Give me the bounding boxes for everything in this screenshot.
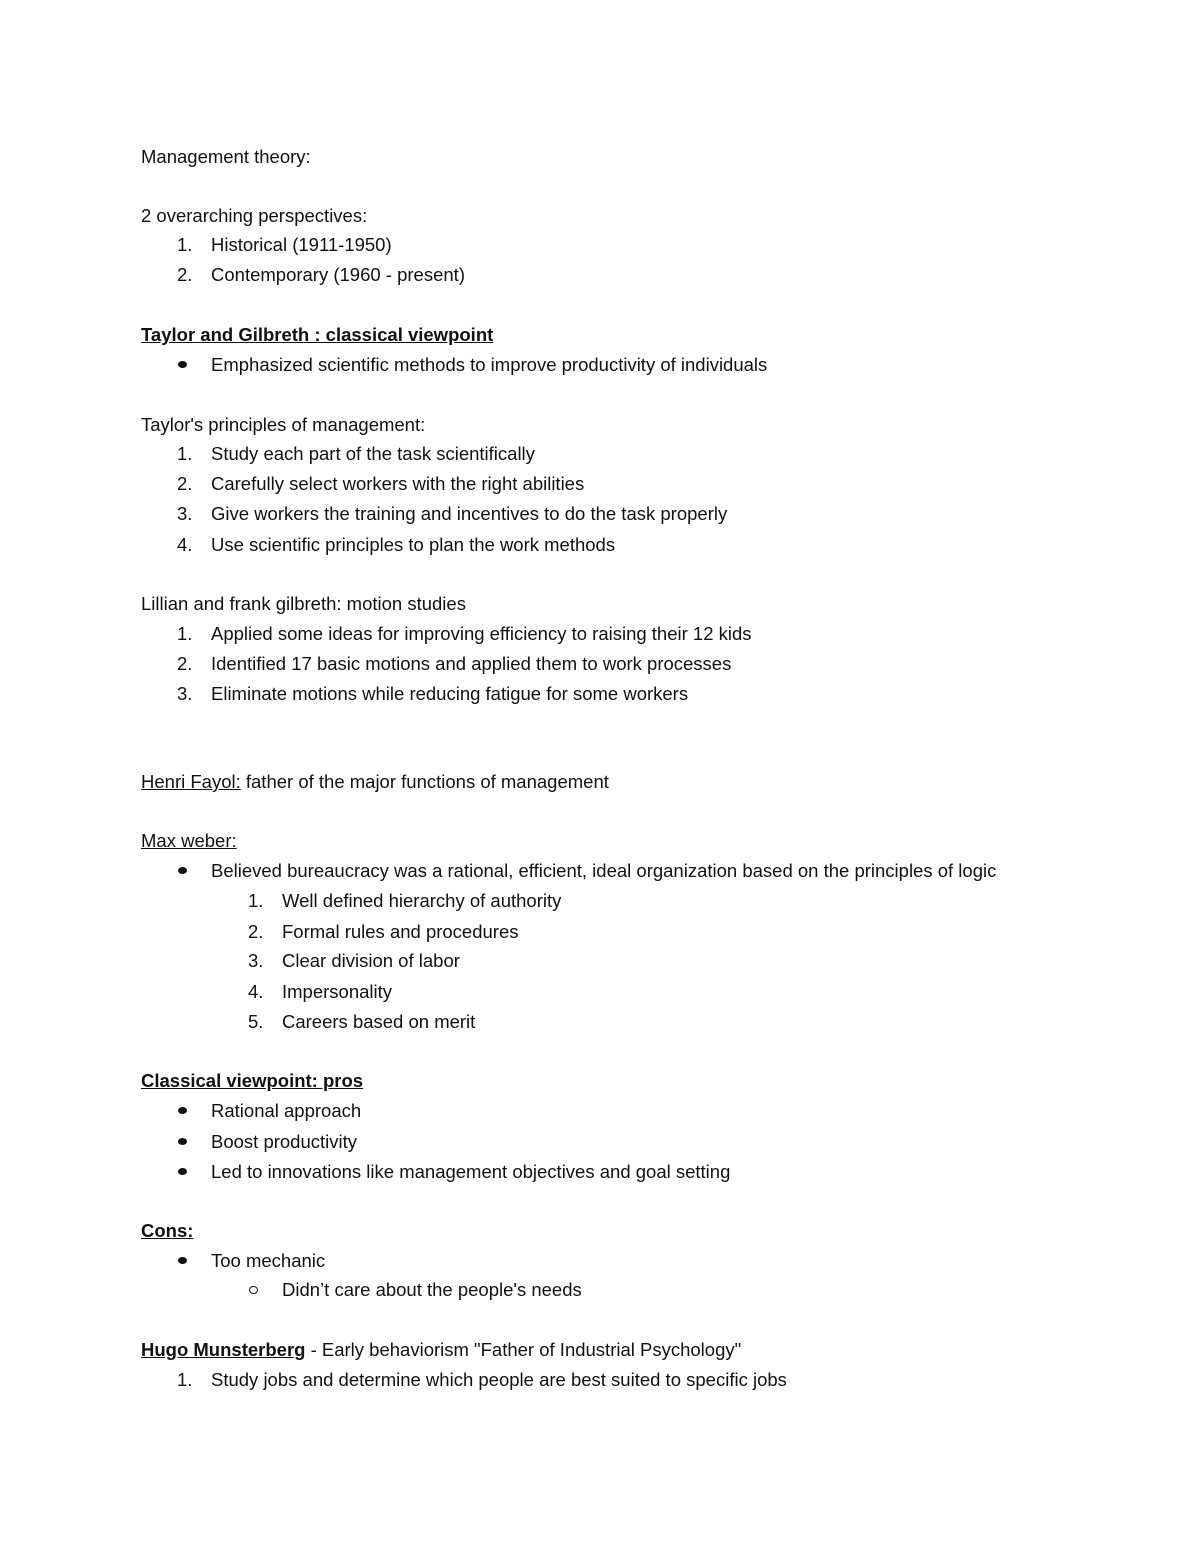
section-heading-weber: Max weber: [141,830,237,851]
list-item: Well defined hierarchy of authority [282,890,562,911]
fayol-text: father of the major functions of management [240,771,609,792]
list-item: Careers based on merit [282,1011,476,1032]
fayol-line [141,770,609,794]
list-item: Boost productivity [211,1131,358,1152]
list-number: 2. [248,921,264,942]
list-number: 2. [177,473,193,494]
list-number: 1. [177,1369,193,1390]
perspectives-heading: 2 overarching perspectives: [141,205,368,226]
list-number: 4. [248,981,264,1002]
bullet-icon [178,1257,187,1264]
list-item: Didn’t care about the people's needs [282,1279,582,1300]
list-item: Carefully select workers with the right abilities [211,473,585,494]
section-heading-taylor: Taylor's principles of management: [141,414,426,435]
list-item: Study jobs and determine which people are best suited to specific jobs [211,1369,787,1390]
list-item: Formal rules and procedures [282,921,519,942]
list-item: Clear division of labor [282,950,460,971]
munsterberg-name: Hugo Munsterberg [141,1339,306,1360]
list-item: Led to innovations like management objectives and goal setting [211,1161,731,1182]
list-number: 2. [177,653,193,674]
list-number: 1. [177,443,193,464]
bullet-icon [178,867,187,874]
list-number: 1. [177,234,193,255]
list-item: Study each part of the task scientifically [211,443,535,464]
hollow-bullet-icon [249,1286,258,1294]
list-item: Applied some ideas for improving efficiency to raising their 12 kids [211,623,752,644]
list-item: Believed bureaucracy was a rational, efficient, ideal organization based on the principles of logic [211,860,997,881]
munsterberg-line [141,1338,741,1362]
list-item: Give workers the training and incentives to do the task properly [211,503,728,524]
bullet-icon [178,361,187,368]
document-title: Management theory: [141,146,311,167]
list-item: Emphasized scientific methods to improve productivity of individuals [211,354,768,375]
list-number: 1. [177,623,193,644]
fayol-name: Henri Fayol: [141,771,241,792]
bullet-icon [178,1168,187,1175]
list-number: 3. [248,950,264,971]
list-item: Use scientific principles to plan the work methods [211,534,616,555]
list-item: Rational approach [211,1100,362,1121]
bullet-icon [178,1138,187,1145]
section-heading-gilbreth: Lillian and frank gilbreth: motion studies [141,593,466,614]
list-item: Too mechanic [211,1250,326,1271]
list-number: 3. [177,503,193,524]
list-number: 3. [177,683,193,704]
list-number: 2. [177,264,193,285]
list-item: Contemporary (1960 - present) [211,264,465,285]
list-item: Impersonality [282,981,393,1002]
list-number: 1. [248,890,264,911]
list-item: Identified 17 basic motions and applied them to work processes [211,653,732,674]
section-heading-pros: Classical viewpoint: pros [141,1070,364,1091]
bullet-icon [178,1107,187,1114]
section-heading-classical: Taylor and Gilbreth : classical viewpoint [141,324,494,345]
list-item: Historical (1911-1950) [211,234,392,255]
list-item: Eliminate motions while reducing fatigue for some workers [211,683,689,704]
list-number: 5. [248,1011,264,1032]
list-number: 4. [177,534,193,555]
munsterberg-text: - Early behaviorism "Father of Industrial Psychology" [305,1339,742,1360]
section-heading-cons: Cons: [141,1220,194,1241]
